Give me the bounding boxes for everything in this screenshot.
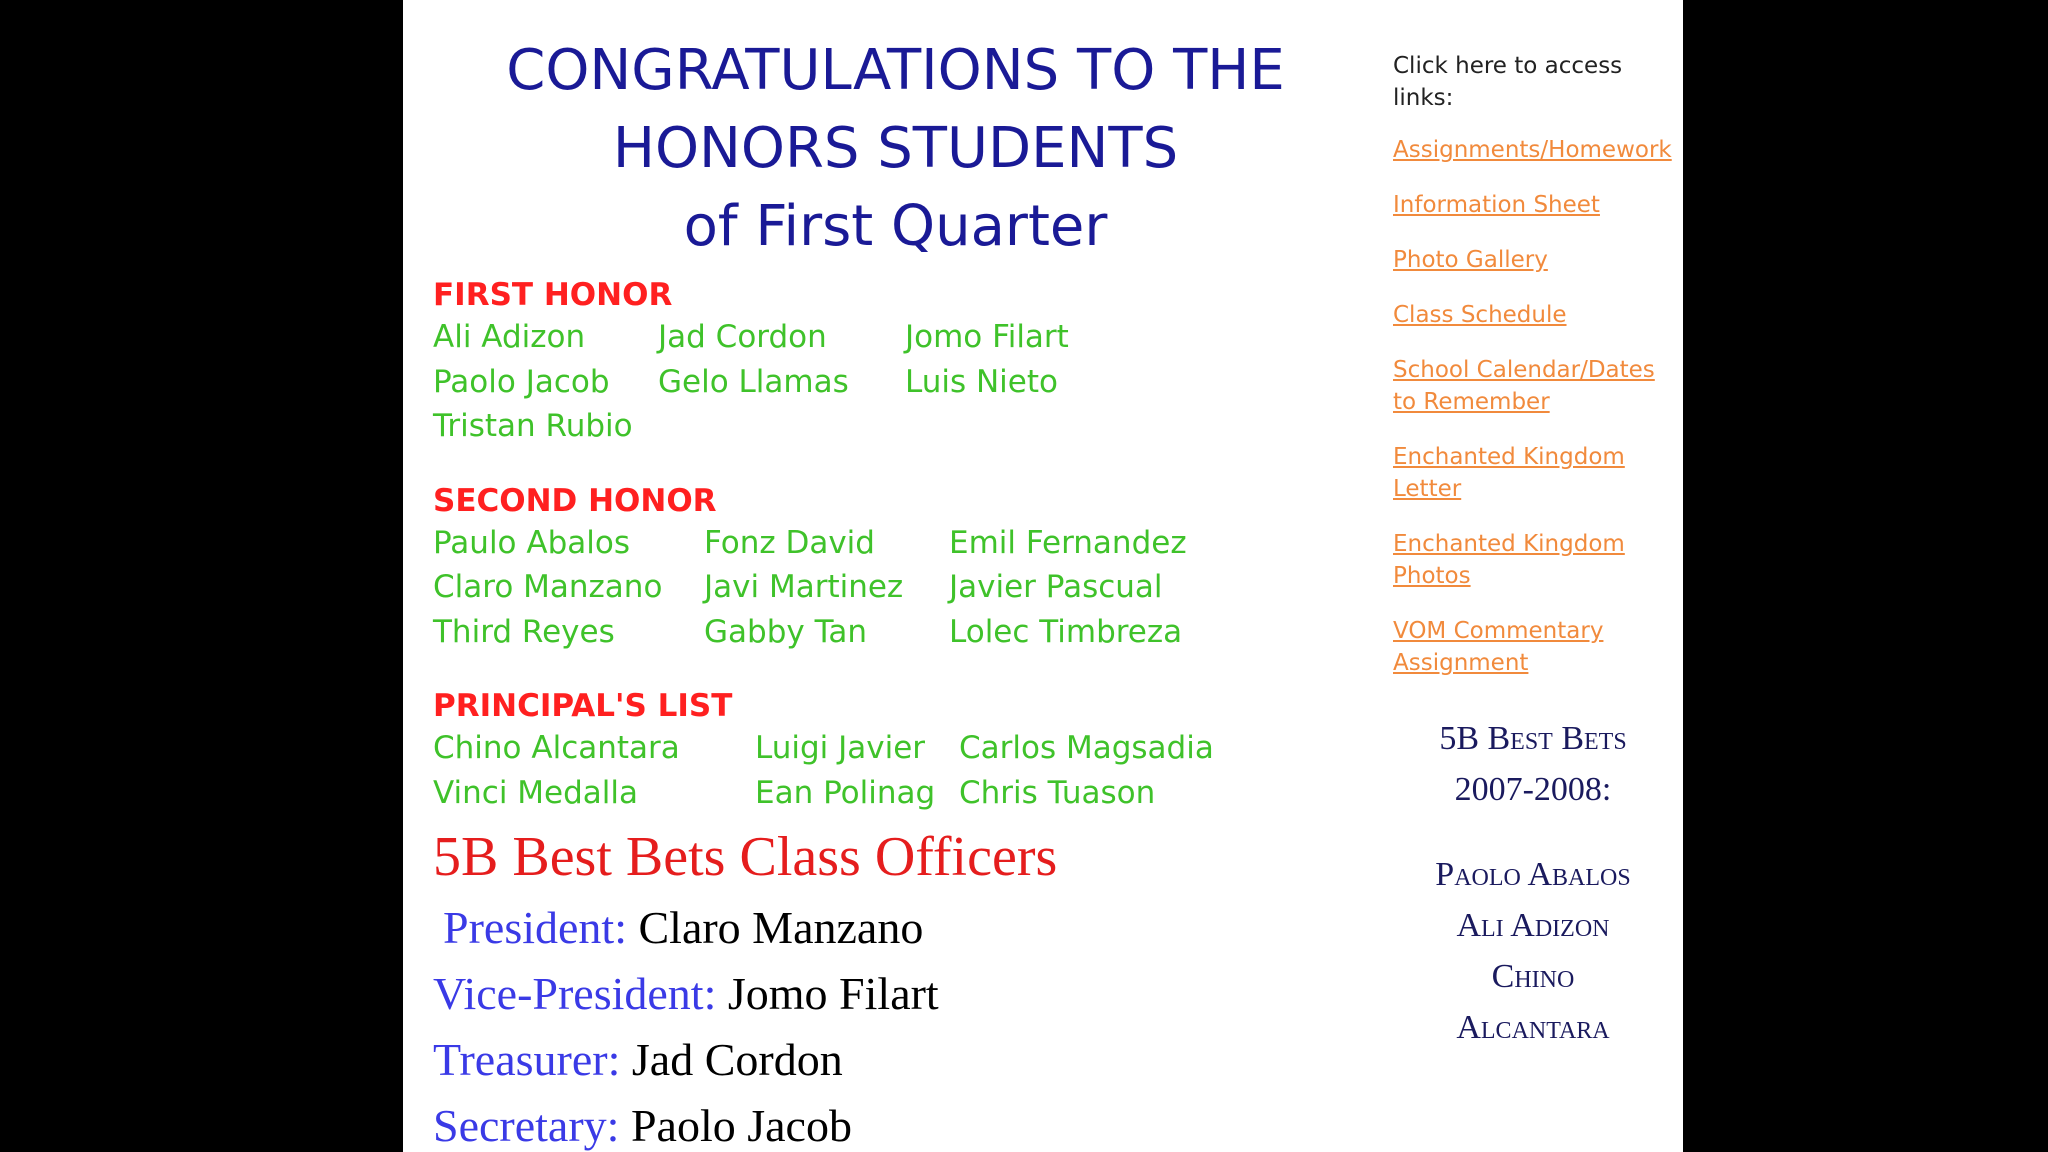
honor-student-name: Carlos Magsadia	[959, 730, 1214, 766]
best-bets-member: Alcantara	[1456, 1009, 1610, 1046]
headline-line-3: of First Quarter	[683, 194, 1108, 259]
best-bets-member: Chino	[1491, 958, 1575, 995]
best-bets-title-line-2: 2007-2008:	[1454, 771, 1612, 808]
principals-list-title: PRINCIPAL'S LIST	[433, 688, 733, 724]
headline-line-2: HONORS STUDENTS	[612, 116, 1179, 181]
officer-name: Paolo Jacob	[630, 1100, 852, 1151]
honor-student-name: Vinci Medalla	[433, 774, 639, 811]
officer-vice-president	[433, 961, 1393, 1027]
class-officers-title: 5B Best Bets Class Officers	[433, 826, 1058, 888]
first-honor-section	[433, 275, 1393, 449]
sidebar	[1393, 50, 1683, 1053]
honor-student-name: Ali Adizon	[433, 319, 586, 355]
officer-name: Claro Manzano	[638, 902, 924, 953]
second-honor-section	[433, 481, 1393, 655]
honor-student-name: Paulo Abalos	[433, 524, 630, 561]
second-honor-names	[433, 521, 1393, 655]
link-school-calendar[interactable]: School Calendar/Dates to Remember	[1393, 357, 1655, 415]
main-content	[433, 0, 1393, 1152]
honor-student-name: Paolo Jacob	[433, 363, 610, 400]
second-honor-title: SECOND HONOR	[433, 482, 717, 519]
honor-student-name: Claro Manzano	[433, 569, 663, 605]
officer-name: Jomo Filart	[727, 968, 939, 1019]
best-bets-member: Ali Adizon	[1456, 907, 1610, 944]
honor-student-name: Lolec Timbreza	[949, 613, 1183, 650]
first-honor-names	[433, 315, 1193, 449]
officer-name: Jad Cordon	[631, 1034, 843, 1085]
page-headline	[433, 0, 1358, 266]
honor-student-name: Ean Polinag	[755, 774, 936, 811]
officer-secretary	[433, 1093, 1393, 1152]
sidebar-links	[1393, 134, 1683, 679]
best-bets-box	[1393, 713, 1673, 1053]
first-honor-title: FIRST HONOR	[433, 277, 673, 313]
honor-student-name: Tristan Rubio	[433, 408, 633, 444]
honor-student-name: Chris Tuason	[959, 774, 1156, 811]
honor-student-name: Luis Nieto	[905, 363, 1058, 400]
principals-list-section	[433, 686, 1393, 815]
honor-student-name: Javi Martinez	[704, 569, 904, 605]
honor-student-name: Jomo Filart	[905, 319, 1069, 355]
officer-president	[433, 895, 1393, 961]
best-bets-member: Paolo Abalos	[1435, 856, 1631, 893]
headline-line-1: CONGRATULATIONS TO THE	[506, 38, 1285, 103]
link-enchanted-kingdom-photos[interactable]: Enchanted Kingdom Photos	[1393, 531, 1625, 589]
link-assignments-homework[interactable]: Assignments/Homework	[1393, 137, 1672, 163]
honor-student-name: Third Reyes	[433, 613, 615, 650]
best-bets-members	[1393, 849, 1673, 1053]
officer-treasurer	[433, 1027, 1393, 1093]
honor-student-name: Jad Cordon	[658, 319, 827, 355]
honor-student-name: Gelo Llamas	[658, 363, 849, 400]
honor-student-name: Emil Fernandez	[949, 524, 1187, 561]
honor-student-name: Chino Alcantara	[433, 730, 680, 766]
link-photo-gallery[interactable]: Photo Gallery	[1393, 247, 1548, 273]
officer-role: Secretary:	[433, 1100, 620, 1151]
page	[403, 0, 1683, 1152]
link-vom-commentary[interactable]: VOM Commentary Assignment	[1393, 618, 1604, 676]
best-bets-title-line-1: 5B Best Bets	[1439, 720, 1627, 757]
officer-role: Vice-President:	[433, 968, 717, 1019]
honor-student-name: Javier Pascual	[949, 569, 1163, 605]
honor-student-name: Gabby Tan	[704, 613, 868, 650]
honor-student-name: Luigi Javier	[755, 730, 926, 766]
principals-list-names	[433, 726, 1393, 815]
access-links-text: Click here to access links:	[1393, 53, 1623, 111]
link-enchanted-kingdom-letter[interactable]: Enchanted Kingdom Letter	[1393, 444, 1625, 502]
link-information-sheet[interactable]: Information Sheet	[1393, 192, 1600, 218]
class-officers-section	[433, 819, 1393, 1152]
honor-student-name: Fonz David	[704, 524, 875, 561]
link-class-schedule[interactable]: Class Schedule	[1393, 302, 1567, 328]
officer-role: Treasurer:	[433, 1034, 621, 1085]
officer-role: President:	[443, 902, 627, 953]
